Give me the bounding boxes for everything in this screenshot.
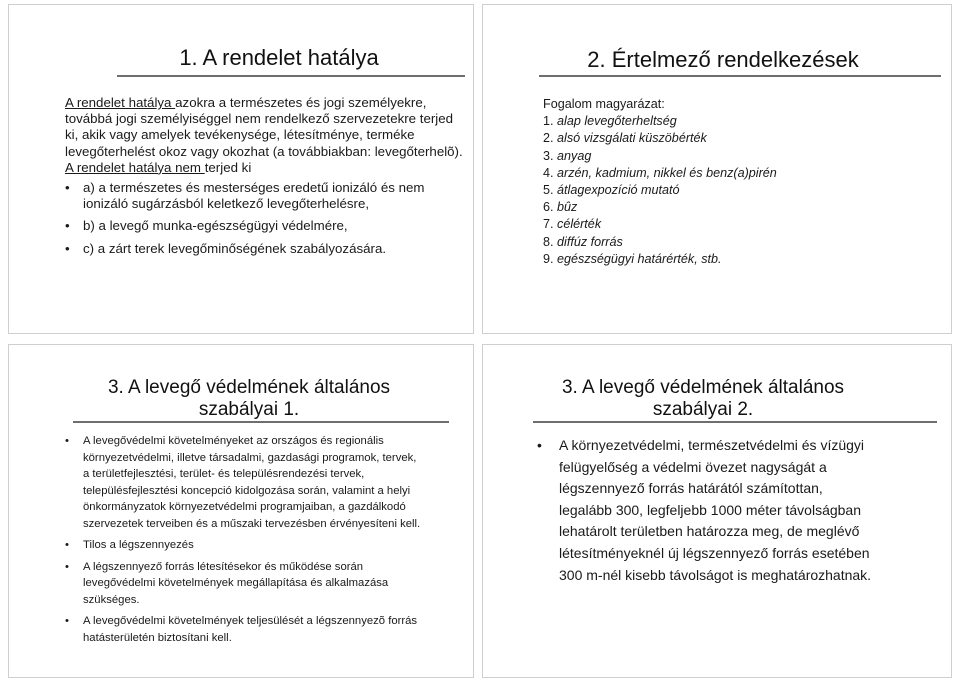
underlined-phrase: A rendelet hatálya nem <box>65 159 205 175</box>
list-item: • a) a természetes és mesterséges eredetű ionizáló és nem ionizáló sugárzásból keletkező levegőterhelésre, <box>65 180 465 212</box>
definitions-intro: Fogalom magyarázat: <box>543 97 665 111</box>
item-text: anyag <box>557 148 592 163</box>
list-item <box>543 148 777 165</box>
item-text: alap levegőterheltség <box>557 114 677 129</box>
item-number: 4. <box>543 165 554 180</box>
slide-1-body <box>65 95 465 263</box>
list-item <box>543 199 777 216</box>
underlined-phrase: A rendelet hatálya <box>65 95 176 110</box>
title-rule <box>117 75 465 77</box>
list-item <box>543 165 777 182</box>
list-item: • A légszennyező forrás létesítésekor és működése során levegővédelmi követelmények megállapítása és alkalmazása szükséges. <box>65 559 423 609</box>
title-rule <box>73 421 449 423</box>
list-item <box>543 182 777 199</box>
item-text: egészségügyi határérték, stb. <box>557 251 722 266</box>
list-item: • A levegővédelmi követelményeket az országos és regionális környezetvédelmi, illetve társadalmi, gazdasági programok, tervek, a területfejlesztési, terület- és településrendezési tervek, településfejlesztési koncepció kidolgozása során, valamint a helyi önkormányzatok környezetvédelmi programjaiban, a gazdálkodó szervezetek terveiben és a műszaki tervezésben érvényesíteni kell. <box>65 433 423 532</box>
list-item: • A környezetvédelmi, természetvédelmi és vízügyi felügyelőség a védelmi övezet nagyságát a légszennyező forrás határától számítottan, legalább 300, legfeljebb 1000 méter távolságban lehatárolt területben határozza meg, de meglévő létesítményeknél új légszennyező forrás esetében 300 m-nél kisebb távolságot is meghatározhatnak. <box>537 435 877 586</box>
paragraph-exclusion <box>65 160 465 176</box>
item-number: 7. <box>543 217 554 232</box>
title-rule <box>539 75 941 77</box>
exclusion-list <box>65 180 465 257</box>
definitions-list <box>543 96 777 268</box>
list-item <box>543 251 777 268</box>
list-item <box>543 130 777 147</box>
title-line: 3. A levegő védelmének általános <box>107 377 391 398</box>
slide-3-title <box>49 377 449 421</box>
slide-2 <box>482 4 952 334</box>
item-text: diffúz forrás <box>557 234 623 249</box>
title-line: szabályai 1. <box>198 399 300 420</box>
item-number: 9. <box>543 251 554 266</box>
list-item: • b) a levegő munka-egészségügyi védelmére, <box>65 218 465 234</box>
title-rule <box>533 421 937 423</box>
list-item: • c) a zárt terek levegőminőségének szabályozására. <box>65 241 465 257</box>
list-item <box>543 234 777 251</box>
paragraph-text: azokra a természetes és jogi személyekre, továbbá jogi személyiséggel nem rendelkező szervezetekre terjed ki, akik vagy amelyek tevékenysége, létesítménye, terméke levegőterhelést okoz vagy okozhat (a továbbiakban: levegőterhelõ). <box>65 95 463 159</box>
paragraph-scope <box>65 95 465 160</box>
slide-4 <box>482 344 952 678</box>
slide-1-title: 1. A rendelet hatálya <box>179 45 379 70</box>
item-text: bûz <box>557 200 578 215</box>
list-item <box>543 113 777 130</box>
item-text: célérték <box>557 217 602 232</box>
title-line: szabályai 2. <box>652 399 754 420</box>
item-number: 2. <box>543 131 554 146</box>
slide-2-title: 2. Értelmező rendelkezések <box>587 47 859 72</box>
list-item: • A levegővédelmi követelmények teljesülését a légszennyezõ forrás hatásterületén biztosítani kell. <box>65 613 423 646</box>
list-item <box>543 216 777 233</box>
item-number: 3. <box>543 148 554 163</box>
title-line: 3. A levegő védelmének általános <box>561 377 845 398</box>
item-number: 6. <box>543 200 554 215</box>
slide-3 <box>8 344 474 678</box>
paragraph-text: terjed ki <box>204 159 252 175</box>
rules-list <box>65 433 423 651</box>
list-item: • Tilos a légszennyezés <box>65 537 423 554</box>
item-text: arzén, kadmium, nikkel és benz(a)pirén <box>557 165 777 180</box>
rules-list <box>537 435 877 586</box>
item-text: átlagexpozíció mutató <box>557 183 680 198</box>
item-number: 8. <box>543 234 554 249</box>
item-text: alsó vizsgálati küszöbérték <box>557 131 707 146</box>
item-number: 1. <box>543 114 554 129</box>
slide-4-title <box>513 377 893 421</box>
slide-1 <box>8 4 474 334</box>
item-number: 5. <box>543 183 554 198</box>
